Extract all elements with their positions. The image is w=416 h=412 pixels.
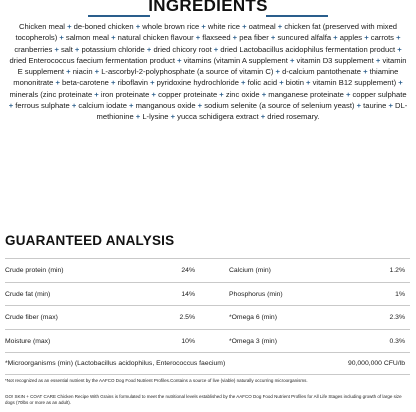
nutrient-value: 1.2% bbox=[389, 267, 405, 274]
nutrient-value: 2.3% bbox=[389, 314, 405, 321]
footnote-formulation: GO! SKIN + COAT CARE Chicken Recipe With Grains is formulated to meet the nutritional levels established by the AAFCO Dog Food Nutrient Profiles for All Life Stages including growth of large size dogs (70lbs or more as an adult). bbox=[5, 394, 402, 405]
ingredient-item: copper sulphate bbox=[352, 89, 407, 99]
ingredient-item: dried chicory root bbox=[153, 44, 212, 54]
plus-separator-icon: + bbox=[373, 55, 383, 65]
plus-separator-icon: + bbox=[168, 112, 178, 122]
ingredient-item: manganese proteinate bbox=[268, 89, 344, 99]
plus-separator-icon: + bbox=[238, 78, 248, 88]
ingredient-item: apples bbox=[339, 33, 363, 43]
plus-separator-icon: + bbox=[126, 101, 136, 111]
nutrient-label: Crude fat (min) bbox=[5, 290, 51, 298]
ingredient-item: ferrous sulphate bbox=[15, 101, 70, 111]
nutrient-value: 1% bbox=[395, 290, 405, 298]
ingredient-item: salmon meal bbox=[65, 33, 109, 43]
plus-separator-icon: + bbox=[174, 55, 184, 65]
plus-separator-icon: + bbox=[8, 101, 16, 111]
plus-separator-icon: + bbox=[361, 67, 370, 77]
nutrient-label: *Omega 3 (min) bbox=[229, 337, 277, 345]
ingredient-item: beta-carotene bbox=[62, 78, 109, 88]
table-row bbox=[5, 330, 410, 354]
plus-separator-icon: + bbox=[258, 112, 268, 122]
nutrient-label: Crude protein (min) bbox=[5, 267, 64, 274]
plus-separator-icon: + bbox=[331, 33, 340, 43]
plus-separator-icon: + bbox=[108, 78, 118, 88]
ingredient-item: Chicken meal bbox=[18, 22, 65, 31]
nutrient-value: 2.5% bbox=[179, 314, 195, 321]
nutrient-value: 0.3% bbox=[389, 337, 405, 345]
ingredient-item: vitamin E supplement bbox=[17, 55, 407, 77]
ingredient-item: potassium chloride bbox=[81, 44, 145, 54]
plus-separator-icon: + bbox=[195, 101, 205, 111]
ingredient-item: taurine bbox=[363, 101, 387, 111]
ingredient-item: pyridoxine hydrochloride bbox=[156, 78, 239, 88]
ingredient-item: L-ascorbyl-2-polyphosphate (a source of vitamin C) bbox=[101, 67, 274, 77]
ingredient-item: sodium selenite (a source of selenium yeast) bbox=[204, 101, 355, 111]
plus-separator-icon: + bbox=[108, 33, 118, 43]
ingredient-item: copper proteinate bbox=[158, 89, 218, 99]
ingredient-item: salt bbox=[60, 44, 73, 54]
ingredient-item: chicken fat (preserved with mixed tocopherols) bbox=[15, 22, 398, 43]
plus-separator-icon: + bbox=[239, 22, 249, 31]
nutrient-label: Phosphorus (min) bbox=[229, 290, 283, 298]
table-row bbox=[5, 306, 410, 330]
plus-separator-icon: + bbox=[217, 89, 226, 99]
plus-separator-icon: + bbox=[393, 33, 401, 43]
ingredient-item: folic acid bbox=[247, 78, 278, 88]
plus-separator-icon: + bbox=[354, 101, 364, 111]
nutrient-value: 24% bbox=[181, 267, 195, 274]
plus-separator-icon: + bbox=[53, 78, 63, 88]
nutrient-value: 14% bbox=[181, 290, 195, 298]
ingredient-item: L-lysine bbox=[142, 112, 169, 122]
ingredient-item: d-calcium pantothenate bbox=[282, 67, 362, 77]
nutrient-label: Crude fiber (max) bbox=[5, 314, 58, 321]
plus-separator-icon: + bbox=[57, 33, 66, 43]
plus-separator-icon: + bbox=[133, 112, 143, 122]
title-rule-right bbox=[266, 15, 328, 17]
ingredient-item: vitamins (vitamin A supplement bbox=[183, 55, 288, 65]
plus-separator-icon: + bbox=[199, 22, 208, 31]
plus-separator-icon: + bbox=[395, 44, 402, 54]
plus-separator-icon: + bbox=[362, 33, 371, 43]
nutrient-label: *Omega 6 (min) bbox=[229, 314, 277, 321]
plus-separator-icon: + bbox=[72, 44, 82, 54]
plus-separator-icon: + bbox=[64, 67, 73, 77]
ingredient-item: biotin bbox=[285, 78, 304, 88]
ingredient-item: vitamin B12 supplement) bbox=[312, 78, 397, 88]
plus-separator-icon: + bbox=[147, 78, 157, 88]
ingredient-item: dried Lactobacillus acidophilus fermentation product bbox=[220, 44, 396, 54]
ingredient-item: oatmeal bbox=[248, 22, 276, 31]
ingredient-item: minerals (zinc proteinate bbox=[9, 89, 93, 99]
plus-separator-icon: + bbox=[287, 55, 297, 65]
plus-separator-icon: + bbox=[52, 44, 61, 54]
plus-separator-icon: + bbox=[193, 33, 203, 43]
plus-separator-icon: + bbox=[343, 89, 353, 99]
ingredients-title: INGREDIENTS bbox=[148, 0, 268, 15]
ingredient-item: calcium iodate bbox=[78, 101, 127, 111]
guaranteed-analysis-table bbox=[5, 258, 410, 375]
ingredient-item: dried rosemary. bbox=[267, 112, 320, 122]
plus-separator-icon: + bbox=[268, 33, 278, 43]
ingredient-item: thiamine mononitrate bbox=[13, 67, 399, 88]
table-row bbox=[5, 283, 410, 307]
plus-separator-icon: + bbox=[277, 78, 286, 88]
ingredient-item: pea fiber bbox=[239, 33, 269, 43]
plus-separator-icon: + bbox=[133, 22, 143, 31]
nutrient-value: 10% bbox=[181, 337, 195, 345]
plus-separator-icon: + bbox=[149, 89, 159, 99]
ingredient-item: natural chicken flavour bbox=[117, 33, 194, 43]
ingredient-item: white rice bbox=[207, 22, 240, 31]
plus-separator-icon: + bbox=[230, 33, 240, 43]
ingredient-item: vitamin D3 supplement bbox=[296, 55, 374, 65]
ingredient-item: yucca schidigera extract bbox=[177, 112, 259, 122]
ingredient-item: zinc oxide bbox=[225, 89, 260, 99]
ingredient-item: carrots bbox=[370, 33, 394, 43]
table-row bbox=[5, 258, 410, 283]
guaranteed-analysis-title: GUARANTEED ANALYSIS bbox=[5, 233, 175, 248]
plus-separator-icon: + bbox=[259, 89, 269, 99]
ingredient-item: whole brown rice bbox=[142, 22, 200, 31]
nutrient-label: *Microorganisms (min) (Lactobacillus acidophilus, Enterococcus faecium) bbox=[5, 360, 226, 367]
ingredient-item: niacin bbox=[72, 67, 93, 77]
nutrient-label: Moisture (max) bbox=[5, 337, 51, 345]
ingredients-list bbox=[8, 21, 408, 123]
nutrient-label: Calcium (min) bbox=[229, 267, 271, 274]
plus-separator-icon: + bbox=[69, 101, 79, 111]
ingredient-item: de-boned chicken bbox=[73, 22, 134, 31]
plus-separator-icon: + bbox=[386, 101, 396, 111]
plus-separator-icon: + bbox=[92, 89, 101, 99]
table-row-microorganisms bbox=[5, 353, 410, 375]
nutrient-value: 90,000,000 CFU/lb bbox=[347, 360, 405, 367]
ingredient-item: flaxseed bbox=[202, 33, 231, 43]
plus-separator-icon: + bbox=[275, 22, 285, 31]
ingredient-item: manganous oxide bbox=[135, 101, 196, 111]
ingredient-item: suncured alfalfa bbox=[277, 33, 332, 43]
footnote-aafco: *Not recognized as an essential nutrient by the AAFCO Dog Food Nutrient Profiles.Contains a source of live (viable) naturally occurring microorganisms. bbox=[5, 378, 308, 383]
plus-separator-icon: + bbox=[273, 67, 283, 77]
ingredient-item: DL-methionine bbox=[96, 101, 408, 122]
plus-separator-icon: + bbox=[65, 22, 74, 31]
plus-separator-icon: + bbox=[92, 67, 102, 77]
ingredient-item: iron proteinate bbox=[100, 89, 150, 99]
ingredient-item: cranberries bbox=[14, 44, 53, 54]
plus-separator-icon: + bbox=[303, 78, 313, 88]
plus-separator-icon: + bbox=[211, 44, 221, 54]
plus-separator-icon: + bbox=[144, 44, 154, 54]
plus-separator-icon: + bbox=[396, 78, 403, 88]
ingredient-item: riboflavin bbox=[117, 78, 148, 88]
ingredient-item: dried Enterococcus faecium fermentation product bbox=[9, 55, 175, 65]
